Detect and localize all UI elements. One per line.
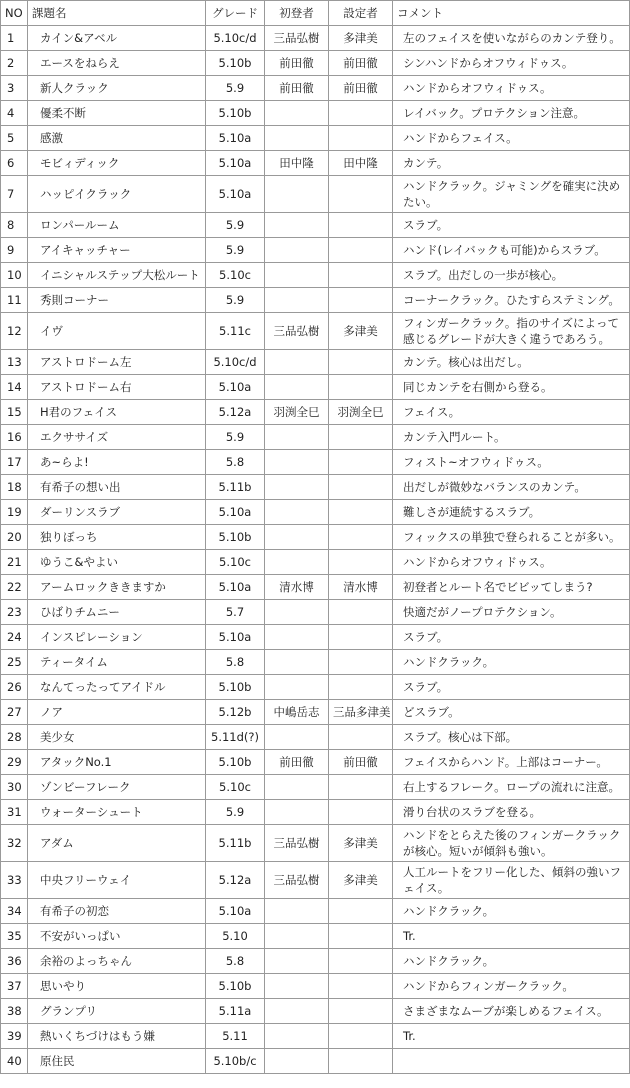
cell-comment: フィスト~オフウィドゥス。	[393, 450, 630, 475]
cell-route-name: ゆうこ&やよい	[28, 550, 206, 575]
cell-grade: 5.9	[206, 800, 265, 825]
cell-no: 22	[1, 575, 28, 600]
cell-grade: 5.10c	[206, 775, 265, 800]
table-row	[1, 675, 630, 700]
cell-first-ascent: 羽渕全巳	[265, 400, 329, 425]
table-row	[1, 525, 630, 550]
cell-route-name: アームロックききますか	[28, 575, 206, 600]
cell-first-ascent	[265, 600, 329, 625]
cell-comment: さまざまなムーブが楽しめるフェイス。	[393, 999, 630, 1024]
cell-setter: 清水博	[329, 575, 393, 600]
cell-grade: 5.10a	[206, 151, 265, 176]
cell-no: 7	[1, 176, 28, 213]
cell-no: 16	[1, 425, 28, 450]
cell-first-ascent	[265, 924, 329, 949]
cell-grade: 5.10a	[206, 899, 265, 924]
cell-no: 31	[1, 800, 28, 825]
cell-route-name: ウォーターシュート	[28, 800, 206, 825]
cell-first-ascent	[265, 475, 329, 500]
cell-setter: 多津美	[329, 26, 393, 51]
cell-no: 19	[1, 500, 28, 525]
table-row	[1, 700, 630, 725]
table-row	[1, 76, 630, 101]
cell-grade: 5.11b	[206, 825, 265, 862]
cell-grade: 5.11a	[206, 999, 265, 1024]
cell-first-ascent: 三品弘樹	[265, 313, 329, 350]
cell-no: 14	[1, 375, 28, 400]
cell-no: 3	[1, 76, 28, 101]
table-row	[1, 725, 630, 750]
cell-setter	[329, 425, 393, 450]
cell-route-name: アストロドーム左	[28, 350, 206, 375]
cell-comment: ハンドクラック。ジャミングを確実に決めたい。	[393, 176, 630, 213]
cell-no: 28	[1, 725, 28, 750]
cell-first-ascent	[265, 899, 329, 924]
cell-setter	[329, 238, 393, 263]
table-row	[1, 350, 630, 375]
cell-first-ascent	[265, 650, 329, 675]
cell-comment: 左のフェイスを使いながらのカンテ登り。	[393, 26, 630, 51]
table-row	[1, 750, 630, 775]
cell-setter	[329, 350, 393, 375]
table-row	[1, 288, 630, 313]
cell-first-ascent	[265, 974, 329, 999]
cell-setter	[329, 475, 393, 500]
cell-grade: 5.10b	[206, 675, 265, 700]
cell-route-name: グランプリ	[28, 999, 206, 1024]
cell-no: 4	[1, 101, 28, 126]
cell-setter	[329, 650, 393, 675]
cell-setter	[329, 176, 393, 213]
cell-route-name: 優柔不断	[28, 101, 206, 126]
cell-route-name: アダム	[28, 825, 206, 862]
cell-route-name: 思いやり	[28, 974, 206, 999]
cell-route-name: アタックNo.1	[28, 750, 206, 775]
table-row	[1, 151, 630, 176]
table-row	[1, 974, 630, 999]
cell-comment: 同じカンテを右側から登る。	[393, 375, 630, 400]
cell-grade: 5.8	[206, 650, 265, 675]
cell-setter	[329, 600, 393, 625]
cell-setter	[329, 500, 393, 525]
cell-first-ascent	[265, 288, 329, 313]
table-row	[1, 375, 630, 400]
header-no: NO	[1, 1, 28, 26]
table-row	[1, 238, 630, 263]
cell-no: 5	[1, 126, 28, 151]
table-row	[1, 500, 630, 525]
cell-no: 20	[1, 525, 28, 550]
cell-setter: 多津美	[329, 862, 393, 899]
cell-grade: 5.10a	[206, 625, 265, 650]
cell-grade: 5.10b	[206, 750, 265, 775]
cell-comment: スラブ。核心は下部。	[393, 725, 630, 750]
cell-no: 33	[1, 862, 28, 899]
cell-route-name: ゾンビーフレーク	[28, 775, 206, 800]
cell-no: 25	[1, 650, 28, 675]
cell-grade: 5.11b	[206, 475, 265, 500]
cell-comment: シンハンドからオフウィドゥス。	[393, 51, 630, 76]
table-row	[1, 101, 630, 126]
cell-first-ascent	[265, 800, 329, 825]
cell-first-ascent: 中嶋岳志	[265, 700, 329, 725]
table-row	[1, 26, 630, 51]
cell-setter	[329, 999, 393, 1024]
cell-setter	[329, 675, 393, 700]
cell-route-name: イヴ	[28, 313, 206, 350]
cell-route-name: 美少女	[28, 725, 206, 750]
cell-comment: コーナークラック。ひたすらステミング。	[393, 288, 630, 313]
cell-comment: スラブ。出だしの一歩が核心。	[393, 263, 630, 288]
cell-comment: ハンド(レイバックも可能)からスラブ。	[393, 238, 630, 263]
cell-setter	[329, 949, 393, 974]
cell-first-ascent	[265, 725, 329, 750]
cell-route-name: 感激	[28, 126, 206, 151]
cell-comment: 人工ルートをフリー化した、傾斜の強いフェイス。	[393, 862, 630, 899]
cell-setter	[329, 1049, 393, 1074]
cell-comment: ハンドからオフウィドゥス。	[393, 76, 630, 101]
table-row	[1, 999, 630, 1024]
cell-grade: 5.10b	[206, 525, 265, 550]
cell-setter	[329, 101, 393, 126]
cell-no: 24	[1, 625, 28, 650]
cell-no: 35	[1, 924, 28, 949]
cell-route-name: モビィディック	[28, 151, 206, 176]
cell-no: 12	[1, 313, 28, 350]
table-row	[1, 775, 630, 800]
cell-first-ascent: 三品弘樹	[265, 862, 329, 899]
cell-first-ascent	[265, 176, 329, 213]
cell-setter	[329, 775, 393, 800]
cell-grade: 5.10b/c	[206, 1049, 265, 1074]
cell-comment: ハンドクラック。	[393, 899, 630, 924]
cell-no: 34	[1, 899, 28, 924]
cell-route-name: ティータイム	[28, 650, 206, 675]
cell-setter	[329, 213, 393, 238]
cell-setter: 前田徹	[329, 51, 393, 76]
cell-comment: Tr.	[393, 924, 630, 949]
cell-grade: 5.11	[206, 1024, 265, 1049]
cell-no: 39	[1, 1024, 28, 1049]
cell-setter: 前田徹	[329, 750, 393, 775]
cell-setter	[329, 800, 393, 825]
table-row	[1, 625, 630, 650]
cell-no: 10	[1, 263, 28, 288]
cell-comment: ハンドクラック。	[393, 949, 630, 974]
cell-setter: 多津美	[329, 313, 393, 350]
cell-route-name: インスピレーション	[28, 625, 206, 650]
cell-grade: 5.10c/d	[206, 26, 265, 51]
cell-grade: 5.9	[206, 76, 265, 101]
cell-setter	[329, 126, 393, 151]
cell-setter	[329, 550, 393, 575]
table-row	[1, 825, 630, 862]
cell-first-ascent: 田中隆	[265, 151, 329, 176]
cell-no: 18	[1, 475, 28, 500]
cell-first-ascent	[265, 949, 329, 974]
table-header-row	[1, 1, 630, 26]
cell-no: 38	[1, 999, 28, 1024]
cell-grade: 5.11d(?)	[206, 725, 265, 750]
header-first-ascent: 初登者	[265, 1, 329, 26]
cell-comment: 難しさが連続するスラブ。	[393, 500, 630, 525]
cell-route-name: 中央フリーウェイ	[28, 862, 206, 899]
cell-route-name: 有希子の想い出	[28, 475, 206, 500]
cell-comment: フィックスの単独で登られることが多い。	[393, 525, 630, 550]
cell-no: 26	[1, 675, 28, 700]
cell-setter	[329, 450, 393, 475]
cell-first-ascent	[265, 1049, 329, 1074]
table-row	[1, 313, 630, 350]
table-row	[1, 51, 630, 76]
cell-grade: 5.12b	[206, 700, 265, 725]
cell-grade: 5.10c	[206, 263, 265, 288]
cell-no: 6	[1, 151, 28, 176]
cell-grade: 5.9	[206, 288, 265, 313]
cell-no: 40	[1, 1049, 28, 1074]
table-row	[1, 176, 630, 213]
cell-route-name: なんてったってアイドル	[28, 675, 206, 700]
table-row	[1, 600, 630, 625]
cell-first-ascent: 前田徹	[265, 76, 329, 101]
cell-no: 1	[1, 26, 28, 51]
cell-route-name: 不安がいっぱい	[28, 924, 206, 949]
cell-grade: 5.10b	[206, 974, 265, 999]
cell-first-ascent	[265, 500, 329, 525]
cell-no: 23	[1, 600, 28, 625]
table-row	[1, 425, 630, 450]
cell-no: 36	[1, 949, 28, 974]
table-row	[1, 213, 630, 238]
cell-no: 15	[1, 400, 28, 425]
cell-no: 17	[1, 450, 28, 475]
table-row	[1, 550, 630, 575]
cell-first-ascent	[265, 675, 329, 700]
cell-comment	[393, 1049, 630, 1074]
cell-no: 27	[1, 700, 28, 725]
cell-first-ascent: 前田徹	[265, 51, 329, 76]
cell-no: 37	[1, 974, 28, 999]
cell-setter: 羽渕全巳	[329, 400, 393, 425]
cell-setter	[329, 625, 393, 650]
cell-first-ascent	[265, 550, 329, 575]
cell-grade: 5.10b	[206, 101, 265, 126]
cell-route-name: 原住民	[28, 1049, 206, 1074]
cell-route-name: 秀則コーナー	[28, 288, 206, 313]
cell-first-ascent	[265, 775, 329, 800]
cell-setter: 三品多津美	[329, 700, 393, 725]
cell-first-ascent	[265, 999, 329, 1024]
cell-comment: カンテ入門ルート。	[393, 425, 630, 450]
cell-setter	[329, 263, 393, 288]
cell-first-ascent	[265, 238, 329, 263]
cell-comment: ハンドクラック。	[393, 650, 630, 675]
table-row	[1, 924, 630, 949]
cell-first-ascent	[265, 1024, 329, 1049]
cell-first-ascent	[265, 425, 329, 450]
cell-first-ascent: 前田徹	[265, 750, 329, 775]
cell-first-ascent	[265, 126, 329, 151]
cell-comment: ハンドからオフウィドゥス。	[393, 550, 630, 575]
cell-grade: 5.11c	[206, 313, 265, 350]
table-row	[1, 400, 630, 425]
cell-comment: どスラブ。	[393, 700, 630, 725]
cell-comment: 右上するフレーク。ロープの流れに注意。	[393, 775, 630, 800]
cell-grade: 5.9	[206, 213, 265, 238]
cell-first-ascent: 三品弘樹	[265, 26, 329, 51]
cell-route-name: 余裕のよっちゃん	[28, 949, 206, 974]
cell-grade: 5.12a	[206, 862, 265, 899]
cell-route-name: ダーリンスラブ	[28, 500, 206, 525]
cell-setter	[329, 525, 393, 550]
table-row	[1, 126, 630, 151]
cell-grade: 5.9	[206, 425, 265, 450]
table-row	[1, 575, 630, 600]
cell-setter	[329, 1024, 393, 1049]
cell-grade: 5.10a	[206, 375, 265, 400]
cell-setter	[329, 725, 393, 750]
cell-setter: 田中隆	[329, 151, 393, 176]
cell-first-ascent: 清水博	[265, 575, 329, 600]
cell-first-ascent	[265, 101, 329, 126]
cell-comment: ハンドからフィンガークラック。	[393, 974, 630, 999]
cell-route-name: 独りぼっち	[28, 525, 206, 550]
table-row	[1, 949, 630, 974]
cell-no: 21	[1, 550, 28, 575]
table-row	[1, 899, 630, 924]
cell-comment: スラブ。	[393, 213, 630, 238]
cell-grade: 5.12a	[206, 400, 265, 425]
table-row	[1, 650, 630, 675]
cell-setter: 前田徹	[329, 76, 393, 101]
cell-first-ascent	[265, 450, 329, 475]
cell-grade: 5.8	[206, 450, 265, 475]
cell-comment: Tr.	[393, 1024, 630, 1049]
header-route-name: 課題名	[28, 1, 206, 26]
cell-route-name: アイキャッチャー	[28, 238, 206, 263]
cell-first-ascent	[265, 375, 329, 400]
cell-grade: 5.10a	[206, 176, 265, 213]
table-row	[1, 263, 630, 288]
cell-first-ascent: 三品弘樹	[265, 825, 329, 862]
cell-first-ascent	[265, 525, 329, 550]
cell-route-name: H君のフェイス	[28, 400, 206, 425]
cell-comment: 出だしが微妙なバランスのカンテ。	[393, 475, 630, 500]
cell-comment: カンテ。	[393, 151, 630, 176]
table-row	[1, 1049, 630, 1074]
cell-setter	[329, 924, 393, 949]
cell-first-ascent	[265, 213, 329, 238]
cell-comment: カンテ。核心は出だし。	[393, 350, 630, 375]
cell-comment: ハンドをとらえた後のフィンガークラックが核心。短いが傾斜も強い。	[393, 825, 630, 862]
header-comment: コメント	[393, 1, 630, 26]
cell-route-name: ひばりチムニー	[28, 600, 206, 625]
cell-setter: 多津美	[329, 825, 393, 862]
cell-grade: 5.7	[206, 600, 265, 625]
header-grade: グレード	[206, 1, 265, 26]
cell-route-name: ノア	[28, 700, 206, 725]
cell-comment: 滑り台状のスラブを登る。	[393, 800, 630, 825]
cell-route-name: 新人クラック	[28, 76, 206, 101]
table-row	[1, 450, 630, 475]
cell-no: 29	[1, 750, 28, 775]
table-body	[1, 26, 630, 1074]
cell-no: 32	[1, 825, 28, 862]
cell-no: 30	[1, 775, 28, 800]
cell-grade: 5.10a	[206, 126, 265, 151]
cell-comment: ハンドからフェイス。	[393, 126, 630, 151]
cell-comment: 快適だがノープロテクション。	[393, 600, 630, 625]
cell-comment: フィンガークラック。指のサイズによって感じるグレードが大きく違うであろう。	[393, 313, 630, 350]
cell-comment: スラブ。	[393, 625, 630, 650]
cell-grade: 5.10	[206, 924, 265, 949]
cell-comment: フェイス。	[393, 400, 630, 425]
cell-route-name: イニシャルステップ大松ルート	[28, 263, 206, 288]
cell-grade: 5.8	[206, 949, 265, 974]
cell-comment: フェイスからハンド。上部はコーナー。	[393, 750, 630, 775]
cell-setter	[329, 899, 393, 924]
cell-route-name: 有希子の初恋	[28, 899, 206, 924]
cell-first-ascent	[265, 625, 329, 650]
cell-grade: 5.10b	[206, 51, 265, 76]
table-row	[1, 475, 630, 500]
cell-no: 9	[1, 238, 28, 263]
cell-setter	[329, 974, 393, 999]
cell-first-ascent	[265, 263, 329, 288]
cell-comment: スラブ。	[393, 675, 630, 700]
cell-route-name: ハッピイクラック	[28, 176, 206, 213]
cell-grade: 5.10c/d	[206, 350, 265, 375]
cell-route-name: アストロドーム右	[28, 375, 206, 400]
cell-route-name: あ~らよ!	[28, 450, 206, 475]
cell-route-name: ロンパールーム	[28, 213, 206, 238]
cell-comment: 初登者とルート名でビビッてしまう?	[393, 575, 630, 600]
cell-route-name: エースをねらえ	[28, 51, 206, 76]
header-setter: 設定者	[329, 1, 393, 26]
cell-route-name: 熱いくちづけはもう嫌	[28, 1024, 206, 1049]
cell-grade: 5.10c	[206, 550, 265, 575]
cell-comment: レイバック。プロテクション注意。	[393, 101, 630, 126]
cell-route-name: エクササイズ	[28, 425, 206, 450]
cell-no: 8	[1, 213, 28, 238]
cell-grade: 5.10a	[206, 575, 265, 600]
cell-no: 13	[1, 350, 28, 375]
cell-no: 11	[1, 288, 28, 313]
cell-setter	[329, 375, 393, 400]
table-row	[1, 1024, 630, 1049]
cell-first-ascent	[265, 350, 329, 375]
table-row	[1, 862, 630, 899]
table-row	[1, 800, 630, 825]
cell-no: 2	[1, 51, 28, 76]
cell-route-name: カイン&アベル	[28, 26, 206, 51]
cell-setter	[329, 288, 393, 313]
cell-grade: 5.9	[206, 238, 265, 263]
cell-grade: 5.10a	[206, 500, 265, 525]
